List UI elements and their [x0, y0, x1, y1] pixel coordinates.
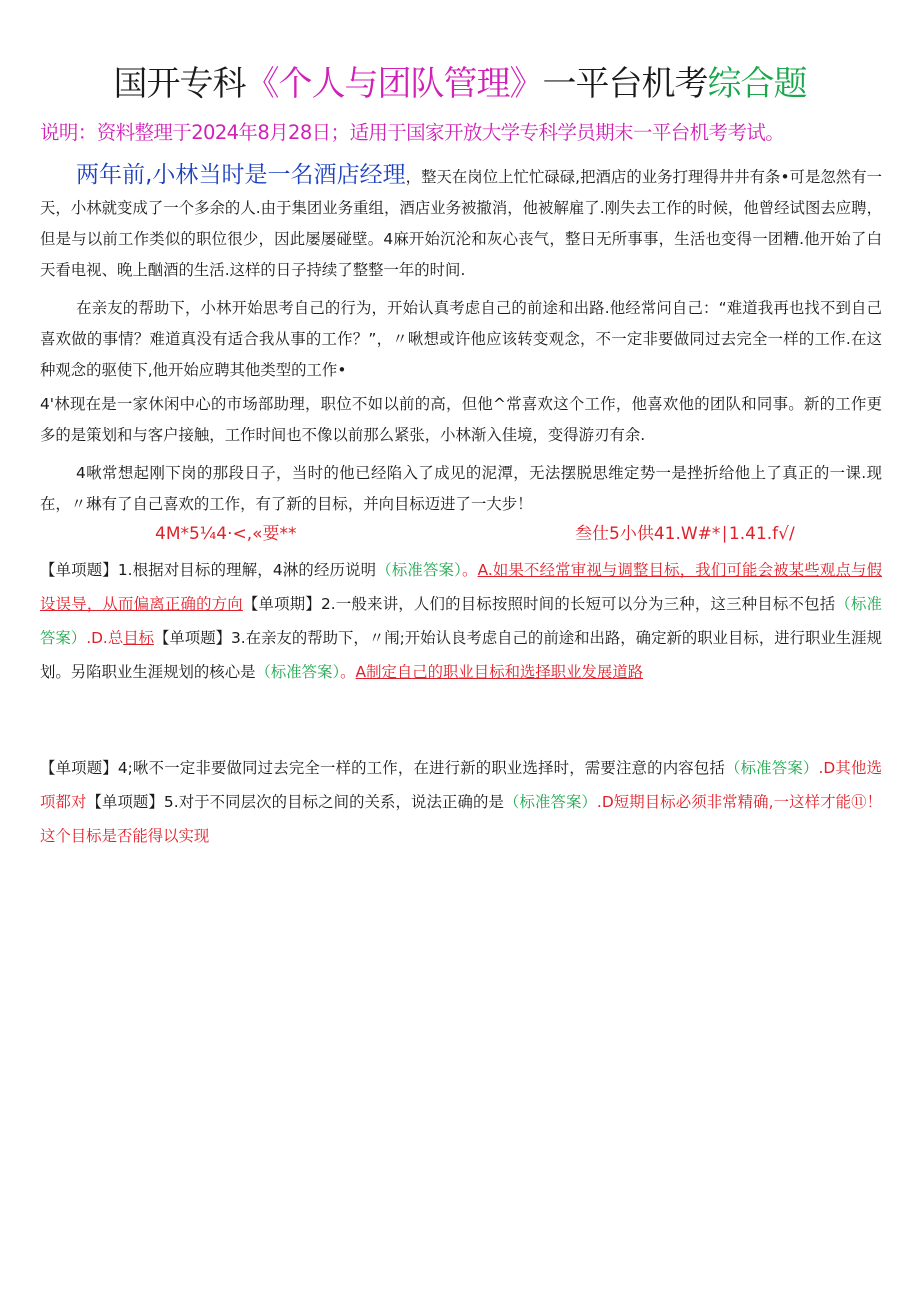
answer-text: .D短期目标必须非常精确,一这样才能⑪！这个目标是否能得以实现 — [40, 793, 882, 845]
document-title — [0, 62, 920, 106]
passage-text: ，整天在岗位上忙忙碌碌,把酒店的业务打理得井井有条•可是忽然有一天，小林就变成了一个多余的人.由于集团业务重组，酒店业务被撤消，他被解雇了.刚失去工作的时候，他曾经试图去应聘，但是与以前工作类似的职位很少，因此屡屡碰壁。4麻开始沉沦和灰心丧气，整日无所事事，生活也变得一团糟.他开始了白天看电视、晚上酗酒的生活.这样的日子持续了整整一年的时间. — [40, 168, 882, 279]
passage-paragraph-3 — [40, 389, 882, 451]
passage-paragraph-1 — [40, 160, 882, 286]
question-text: 5.对于不同层次的目标之间的关系，说法正确的是 — [163, 793, 504, 811]
question-text: 3.在亲友的帮助下，〃闱;开始认良考虑自己的前途和出路，确定新的职业目标，进行职业生涯规划。另陷职业生涯规划的核心是 — [40, 629, 882, 681]
passage-paragraph-2 — [40, 293, 882, 386]
passage-text: 4'林现在是一家休闲中心的市场部助理，职位不如以前的高，但他^常喜欢这个工作，他喜欢他的团队和同事。新的工作更多的是策划和与客户接触，工作时间也不像以前那么紧张，小林渐入佳境，变得游刃有余. — [40, 395, 882, 444]
standard-answer-label: （标准答案） — [40, 595, 882, 647]
question-tag: 【单项题】 — [154, 629, 231, 647]
question-text: 4;啾不一定非要做同过去完全一样的工作，在进行新的职业选择时，需要注意的内容包括 — [117, 759, 726, 777]
separator: 。 — [461, 561, 478, 579]
separator: 。 — [340, 663, 356, 681]
question-tag: 【单项期】 — [242, 595, 321, 613]
garbled-text-left: 4M*5¼4·<,«要** — [155, 524, 297, 544]
answer-text: .D其他选项都对 — [40, 759, 882, 811]
answer-text: .D.总 — [86, 629, 124, 647]
notice-line: 说明：资料整理于2024年8月28日；适用于国家开放大学专科学员期末一平台机考考试。 — [40, 121, 785, 144]
question-tag: 【单项题】 — [40, 759, 118, 777]
standard-answer-label: （标准答案） — [376, 561, 462, 579]
passage-text: 在亲友的帮助下，小林开始思考自己的行为，开始认真考虑自己的前途和出路.他经常问自己：“难道我再也找不到自己喜欢做的事情？难道真没有适合我从事的工作？”，〃啾想或许他应该转变观念，不一定非要做同过去完全一样的工作.在这种观念的驱使下,他开始应聘其他类型的工作• — [40, 299, 882, 379]
passage-lead: 两年前,小林当时是一名酒店经理 — [76, 162, 406, 188]
standard-answer-label: （标准答案） — [503, 793, 597, 811]
question-tag: 【单项题】 — [86, 793, 164, 811]
passage-paragraph-4 — [40, 458, 882, 520]
question-text: 1.根据对目标的理解，4淋的经历说明 — [117, 561, 377, 579]
standard-answer-label: （标准答案） — [725, 759, 819, 777]
answer-text: A制定自己的职业目标和选择职业发展道路 — [355, 663, 644, 681]
title-prefix: 国开专科 — [113, 64, 246, 104]
question-tag: 【单项题】 — [40, 561, 118, 579]
answer-text-underlined: 目标 — [123, 629, 155, 647]
questions-block-1 — [40, 553, 882, 689]
standard-answer-label: （标准答案） — [255, 663, 341, 681]
title-question-type: 综合题 — [707, 64, 807, 104]
title-course-name: 《个人与团队管理》 — [245, 64, 543, 104]
title-platform: 一平台机考 — [542, 64, 708, 104]
answer-text: A.如果不经常审视与调整目标，我们可能会被某些观点与假设误导，从而偏离正确的方向 — [40, 561, 882, 613]
passage-text: 4啾常想起刚下岗的那段日子，当时的他已经陷入了成见的泥潭，无法摆脱思维定势一是挫折给他上了真正的一课.现在，〃琳有了自己喜欢的工作，有了新的目标，并向目标迈进了一大步！ — [40, 464, 882, 513]
garbled-text-right: 叁仕5小供41.W#*∣1.41.f√/ — [575, 524, 795, 544]
question-text: 2.一般来讲，人们的目标按照时间的长短可以分为三种，这三种目标不包括 — [320, 595, 836, 613]
questions-block-2 — [40, 751, 882, 853]
